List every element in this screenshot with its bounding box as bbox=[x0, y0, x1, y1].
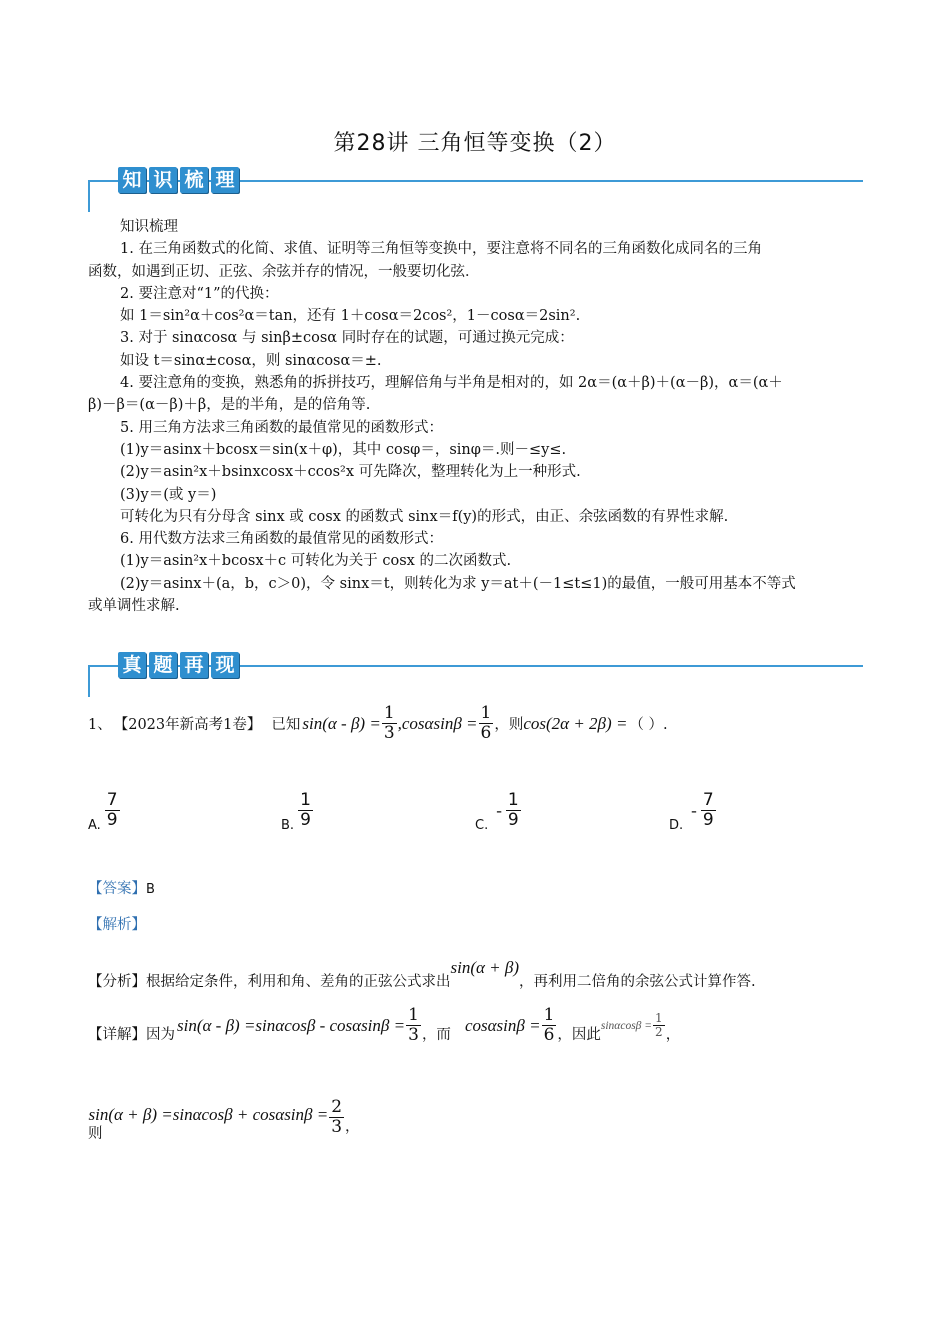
section-rule-vertical bbox=[88, 665, 90, 697]
question-source: 【2023年新高考1卷】 bbox=[113, 717, 262, 733]
detail-text: ，而 bbox=[421, 1027, 451, 1043]
question-number: 1、 bbox=[88, 717, 112, 733]
option-label: D. bbox=[669, 818, 684, 833]
math-expr: cosαsinβ = bbox=[464, 1015, 541, 1035]
question-lead: 已知 bbox=[271, 717, 301, 733]
answer-value: B bbox=[146, 882, 155, 897]
text-line: (1)y＝asin²x＋bcosx＋c 可转化为关于 cosx 的二次函数式. bbox=[120, 553, 512, 570]
math-expr: cos(2α + 2β) = bbox=[523, 713, 628, 733]
section-badge-exam bbox=[118, 652, 239, 678]
badge-char: 题 bbox=[149, 652, 177, 678]
text-line: 如设 t＝sinα±cosα，则 sinαcosα＝±. bbox=[120, 352, 382, 369]
text-line: 函数，如遇到正切、正弦、余弦并存的情况，一般要切化弦． bbox=[88, 263, 480, 280]
fenxi-tag: 【分析】 bbox=[88, 974, 146, 990]
text-line: (1)y＝asinx＋bcosx＝sin(x＋φ)，其中 cosφ＝，sinφ＝.则－≤y≤. bbox=[120, 441, 567, 458]
badge-char: 现 bbox=[211, 652, 239, 678]
final-tail: ， bbox=[345, 1119, 360, 1135]
detail-tag: 【详解】 bbox=[88, 1027, 146, 1043]
math-expr: sinαcosβ = bbox=[600, 1019, 653, 1032]
badge-char: 再 bbox=[180, 652, 208, 678]
option-c[interactable]: C. - $\frac{1}{9}$ bbox=[475, 790, 519, 833]
fraction: $\frac{1}{6}$ bbox=[480, 703, 492, 743]
option-d[interactable]: D. - $\frac{7}{9}$ bbox=[669, 790, 714, 833]
option-label: A. bbox=[88, 818, 101, 833]
fraction: $\frac{1}{3}$ bbox=[408, 1005, 419, 1045]
text-line: 知识梳理 bbox=[120, 219, 178, 235]
text-line: 4. 要注意角的变换，熟悉角的拆拼技巧，理解倍角与半角是相对的，如 2α＝(α＋β)＋(α－β)，α＝(α＋ bbox=[120, 375, 783, 392]
fraction: $\frac{2}{3}$ bbox=[331, 1097, 343, 1137]
badge-char: 知 bbox=[118, 167, 146, 193]
page-title: 第28讲 三角恒等变换（2） bbox=[333, 131, 617, 156]
math-expr: sin(α + β) =sinαcosβ + cosαsinβ = bbox=[88, 1104, 329, 1124]
analysis-tag: 【解析】 bbox=[88, 917, 146, 933]
badge-char: 真 bbox=[118, 652, 146, 678]
fraction: $\frac{1}{9}$ bbox=[300, 790, 311, 830]
question-1 bbox=[88, 704, 668, 743]
text-line: (2)y＝asinx＋(a，b，c＞0)，令 sinx＝t，则转化为求 y＝at＋(－1≤t≤1)的最值，一般可用基本不等式 bbox=[120, 575, 796, 592]
final-ze: 则 bbox=[88, 1126, 103, 1142]
text-line: 可转化为只有分母含 sinx 或 cosx 的函数式 sinx＝f(y)的形式，由正、余弦函数的有界性求解. bbox=[120, 508, 729, 525]
section-rule-vertical bbox=[88, 180, 90, 212]
detail-text: ，因此 bbox=[557, 1027, 601, 1043]
fraction: $\frac{7}{9}$ bbox=[106, 790, 118, 830]
section-badge-knowledge bbox=[118, 167, 239, 193]
answer-line bbox=[88, 877, 155, 898]
option-label: B. bbox=[281, 818, 295, 833]
fraction: $\frac{1}{3}$ bbox=[383, 703, 395, 743]
option-b[interactable] bbox=[281, 788, 314, 833]
math-expr: sin(α - β) = bbox=[302, 713, 381, 733]
knowledge-summary bbox=[88, 216, 868, 617]
text-line: 3. 对于 sinαcosα 与 sinβ±cosα 同时存在的试题，可通过换元完成： bbox=[120, 330, 574, 347]
fenxi-text: 根据给定条件，利用和角、差角的正弦公式求出 bbox=[146, 974, 451, 990]
answer-tag: 【答案】 bbox=[88, 881, 146, 897]
detail-text: ， bbox=[665, 1027, 681, 1043]
text-line: 1. 在三角函数式的化简、求值、证明等三角恒等变换中，要注意将不同名的三角函数化成同名的三角 bbox=[120, 241, 762, 258]
answer-blank: （ ）. bbox=[629, 717, 668, 733]
text-line: 或单调性求解. bbox=[88, 598, 180, 615]
text-line: 6. 用代数方法求三角函数的最值常见的函数形式： bbox=[120, 531, 443, 548]
fraction: $\frac{1}{9}$ bbox=[507, 790, 519, 830]
text-line: (2)y＝asin²x＋bsinxcosx＋ccos²x 可先降次，整理转化为上一种形式. bbox=[120, 464, 581, 481]
analysis-line bbox=[88, 913, 146, 934]
question-text: ，则 bbox=[494, 717, 524, 733]
badge-char: 梳 bbox=[180, 167, 208, 193]
text-line: (3)y＝(或 y＝) bbox=[120, 486, 217, 503]
fenxi-text: ，再利用二倍角的余弦公式计算作答. bbox=[519, 974, 756, 990]
fraction: $\frac{1}{2}$ bbox=[655, 1011, 663, 1039]
option-a[interactable] bbox=[88, 788, 121, 833]
fraction: $\frac{7}{9}$ bbox=[702, 790, 714, 830]
text-line: 如 1＝sin²α＋cos²α＝tan，还有 1＋cosα＝2cos²，1－cosα＝2sin². bbox=[120, 308, 581, 325]
detail-line bbox=[88, 1006, 680, 1045]
detail-text: 因为 bbox=[146, 1027, 175, 1043]
text-line: 5. 用三角方法求三角函数的最值常见的函数形式： bbox=[120, 419, 443, 436]
math-expr: ,cosαsinβ = bbox=[397, 713, 478, 733]
fraction: $\frac{1}{6}$ bbox=[543, 1005, 555, 1045]
text-line: β)－β＝(α－β)＋β，是的半角，是的倍角等. bbox=[88, 397, 371, 414]
math-expr: sin(α - β) =sinαcosβ - cosαsinβ = bbox=[177, 1015, 406, 1035]
fenxi-line bbox=[88, 944, 756, 991]
option-label: C. bbox=[475, 818, 489, 833]
final-line bbox=[88, 1092, 360, 1143]
math-expr: sin(α + β) bbox=[450, 957, 520, 977]
badge-char: 识 bbox=[149, 167, 177, 193]
badge-char: 理 bbox=[211, 167, 239, 193]
text-line: 2. 要注意对“1”的代换： bbox=[120, 285, 279, 302]
